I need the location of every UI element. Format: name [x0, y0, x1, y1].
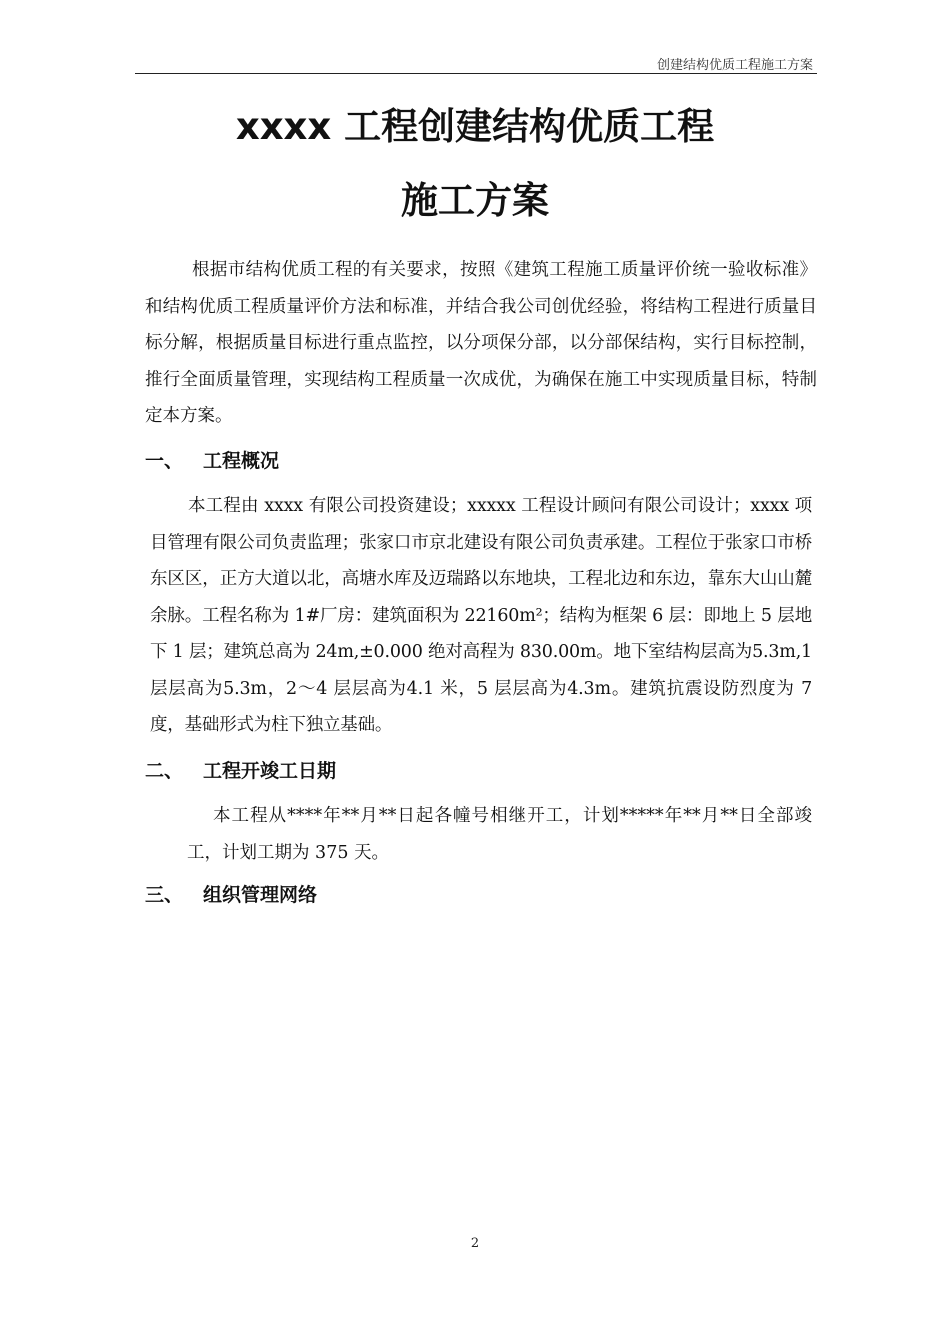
document-title-line-2: 施工方案: [401, 179, 549, 222]
section-heading-schedule: [145, 756, 336, 783]
intro-paragraph: 根据市结构优质工程的有关要求，按照《建筑工程施工质量评价统一验收标准》和结构优质工程质量评价方法和标准，并结合我公司创优经验，将结构工程进行质量目标分解，根据质量目标进行重点监控，以分项保分部，以分部保结构，实行目标控制，推行全面质量管理，实现结构工程质量一次成优，为确保在施工中实现质量目标，特制定本方案。: [145, 260, 817, 426]
section-heading-organization: [145, 880, 317, 907]
document-title-line-1: xxxx 工程创建结构优质工程: [235, 105, 715, 148]
section-title: 组织管理网络: [203, 884, 318, 906]
schedule-paragraph: 本工程从****年**月**日起各幢号相继开工，计划*****年**月**日全部竣工，计划工期为 375 天。: [187, 806, 812, 863]
section-number: 一、: [145, 450, 184, 472]
running-header: 创建结构优质工程施工方案: [135, 58, 817, 74]
section-number: 二、: [145, 760, 184, 782]
overview-paragraph: 本工程由 xxxx 有限公司投资建设；xxxxx 工程设计顾问有限公司设计；xxxx 项目管理有限公司负责监理；张家口市京北建设有限公司负责承建。工程位于张家口市桥东区区，正方大道以北，高塘水库及迈瑞路以东地块，工程北边和东边，靠东大山山麓余脉。工程名称为 1#厂房：建筑面积为 22160m²；结构为框架 6 层：即地上 5 层地下 1 层；建筑总高为 24m,±0.000 绝对高程为 830.00m。地下室结构层高为5.3m,1 层层高为5.3m，2～4 层层高为4.1 米，5 层层高为4.3m。建筑抗震设防烈度为 7 度，基础形式为柱下独立基础。: [150, 496, 812, 735]
section-heading-overview: [145, 446, 279, 473]
section-title: 工程概况: [203, 450, 280, 472]
page-number: 2: [470, 1236, 480, 1251]
section-title: 工程开竣工日期: [203, 760, 337, 782]
section-number: 三、: [145, 884, 184, 906]
